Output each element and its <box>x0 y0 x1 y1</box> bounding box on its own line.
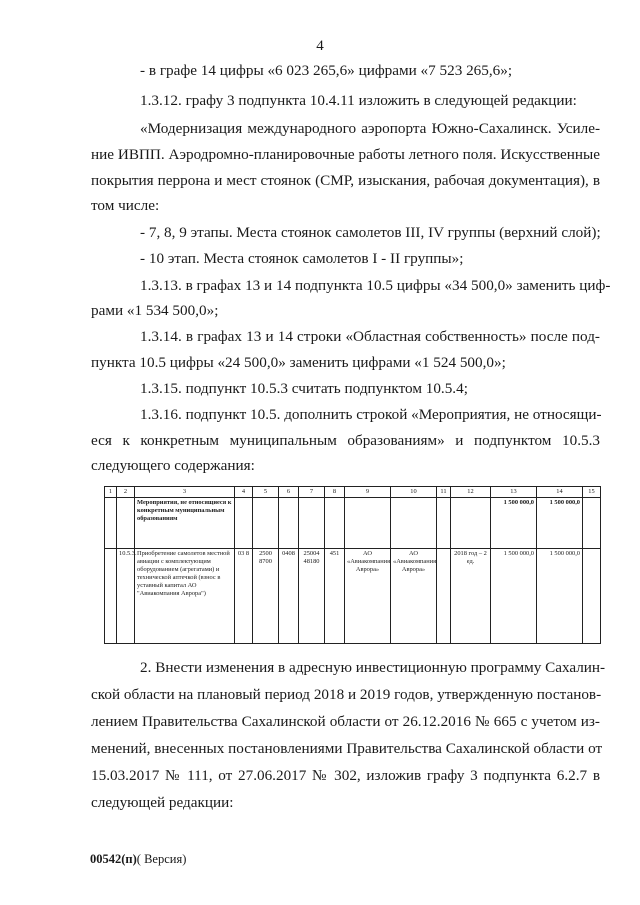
footer-version: ( Версия) <box>136 852 187 866</box>
table-header-cell: 12 <box>451 487 491 498</box>
table-cell <box>583 498 601 549</box>
table-header-cell: 3 <box>135 487 235 498</box>
paragraph-line: - в графе 14 цифры «6 023 265,6» цифрами «7 523 265,6»; <box>140 62 513 79</box>
table-cell: 03 8 <box>235 549 253 644</box>
paragraph-line: следующего содержания: <box>91 457 255 474</box>
paragraph-line: пункта 10.5 цифры «24 500,0» заменить цифрами «1 524 500,0»; <box>91 354 506 371</box>
footer <box>90 852 186 867</box>
table-cell <box>279 498 299 549</box>
table-header-cell: 8 <box>325 487 345 498</box>
paragraph-line: лением Правительства Сахалинской области от 26.12.2016 № 665 с учетом из- <box>91 713 600 730</box>
table-cell-amount: 1 500 000,0 <box>491 549 537 644</box>
table-header-row <box>105 487 601 498</box>
table-cell <box>105 498 117 549</box>
table-cell-amount: 1 500 000,0 <box>491 498 537 549</box>
table-cell <box>437 498 451 549</box>
table-header-cell: 10 <box>391 487 437 498</box>
table-cell <box>451 498 491 549</box>
table-header-cell: 14 <box>537 487 583 498</box>
page-number: 4 <box>316 38 324 54</box>
paragraph-line: том числе: <box>91 197 160 214</box>
paragraph-line: - 7, 8, 9 этапы. Места стоянок самолетов III, IV группы (верхний слой); <box>140 224 601 241</box>
table-cell <box>299 498 325 549</box>
paragraph-line: 1.3.12. графу 3 подпункта 10.4.11 изложить в следующей редакции: <box>140 92 577 109</box>
paragraph-line: еся к конкретным муниципальным образованиям» и подпунктом 10.5.3 <box>91 432 600 449</box>
table-cell-name: Приобретение самолетов местной авиации с комплектующим оборудованием (агрегатами) и технической аптечкой (взнос в уставный капитал АО "Авиакомпания Аврора") <box>135 549 235 644</box>
paragraph-line: менений, внесенных постановлениями Правительства Сахалинской области от <box>91 740 603 757</box>
table-cell <box>391 498 437 549</box>
table-cell <box>437 549 451 644</box>
data-table <box>104 486 601 644</box>
table-cell-number: 10.5.3. <box>117 549 135 644</box>
paragraph-line: ние ИВПП. Аэродромно-планировочные работы летного поля. Искусственные <box>91 146 600 163</box>
footer-code: 00542(п) <box>90 852 137 866</box>
table-cell: 2500 8700 <box>253 549 279 644</box>
table-header-cell: 4 <box>235 487 253 498</box>
paragraph-line: 2. Внести изменения в адресную инвестиционную программу Сахалин- <box>140 659 606 676</box>
table-cell <box>105 549 117 644</box>
table-cell-amount: 1 500 000,0 <box>537 498 583 549</box>
paragraph-line: 1.3.16. подпункт 10.5. дополнить строкой «Мероприятия, не относящи- <box>140 406 602 423</box>
paragraph-line: покрытия перрона и мест стоянок (СМР, изыскания, рабочая документация), в <box>91 172 600 189</box>
table-row <box>105 498 601 549</box>
paragraph-line: 1.3.15. подпункт 10.5.3 считать подпунктом 10.5.4; <box>140 380 468 397</box>
paragraph-line: рами «1 534 500,0»; <box>91 302 219 319</box>
table-header-cell: 11 <box>437 487 451 498</box>
paragraph-line: «Модернизация международного аэропорта Южно-Сахалинск. Усиле- <box>140 120 600 137</box>
paragraph-line: следующей редакции: <box>91 794 234 811</box>
table-header-cell: 15 <box>583 487 601 498</box>
paragraph-line: ской области на плановый период 2018 и 2019 годов, утвержденную постанов- <box>91 686 602 703</box>
table-cell: АО «Авиакомпания Аврора» <box>391 549 437 644</box>
table-cell: 0408 <box>279 549 299 644</box>
table-header-cell: 7 <box>299 487 325 498</box>
table-cell-title: Мероприятия, не относящиеся к конкретным муниципальным образованиям <box>135 498 235 549</box>
table-header-cell: 5 <box>253 487 279 498</box>
table-row <box>105 549 601 644</box>
table-cell <box>325 498 345 549</box>
table-header-cell: 1 <box>105 487 117 498</box>
table-cell-amount: 1 500 000,0 <box>537 549 583 644</box>
table-cell: 25004 48180 <box>299 549 325 644</box>
table-cell <box>235 498 253 549</box>
table-cell: АО «Авиакомпания Аврора» <box>345 549 391 644</box>
table-cell <box>345 498 391 549</box>
table-header-cell: 9 <box>345 487 391 498</box>
paragraph-line: 1.3.14. в графах 13 и 14 строки «Областная собственность» после под- <box>140 328 600 345</box>
paragraph-line: - 10 этап. Места стоянок самолетов I - II группы»; <box>140 250 464 267</box>
table-cell <box>253 498 279 549</box>
table-header-cell: 13 <box>491 487 537 498</box>
table-cell <box>117 498 135 549</box>
table-cell <box>583 549 601 644</box>
paragraph-line: 15.03.2017 № 111, от 27.06.2017 № 302, изложив графу 3 подпункта 6.2.7 в <box>91 767 600 784</box>
table-header-cell: 6 <box>279 487 299 498</box>
paragraph-line: 1.3.13. в графах 13 и 14 подпункта 10.5 цифры «34 500,0» заменить циф- <box>140 277 611 294</box>
table-cell: 2018 год – 2 ед. <box>451 549 491 644</box>
table-cell: 451 <box>325 549 345 644</box>
table-header-cell: 2 <box>117 487 135 498</box>
